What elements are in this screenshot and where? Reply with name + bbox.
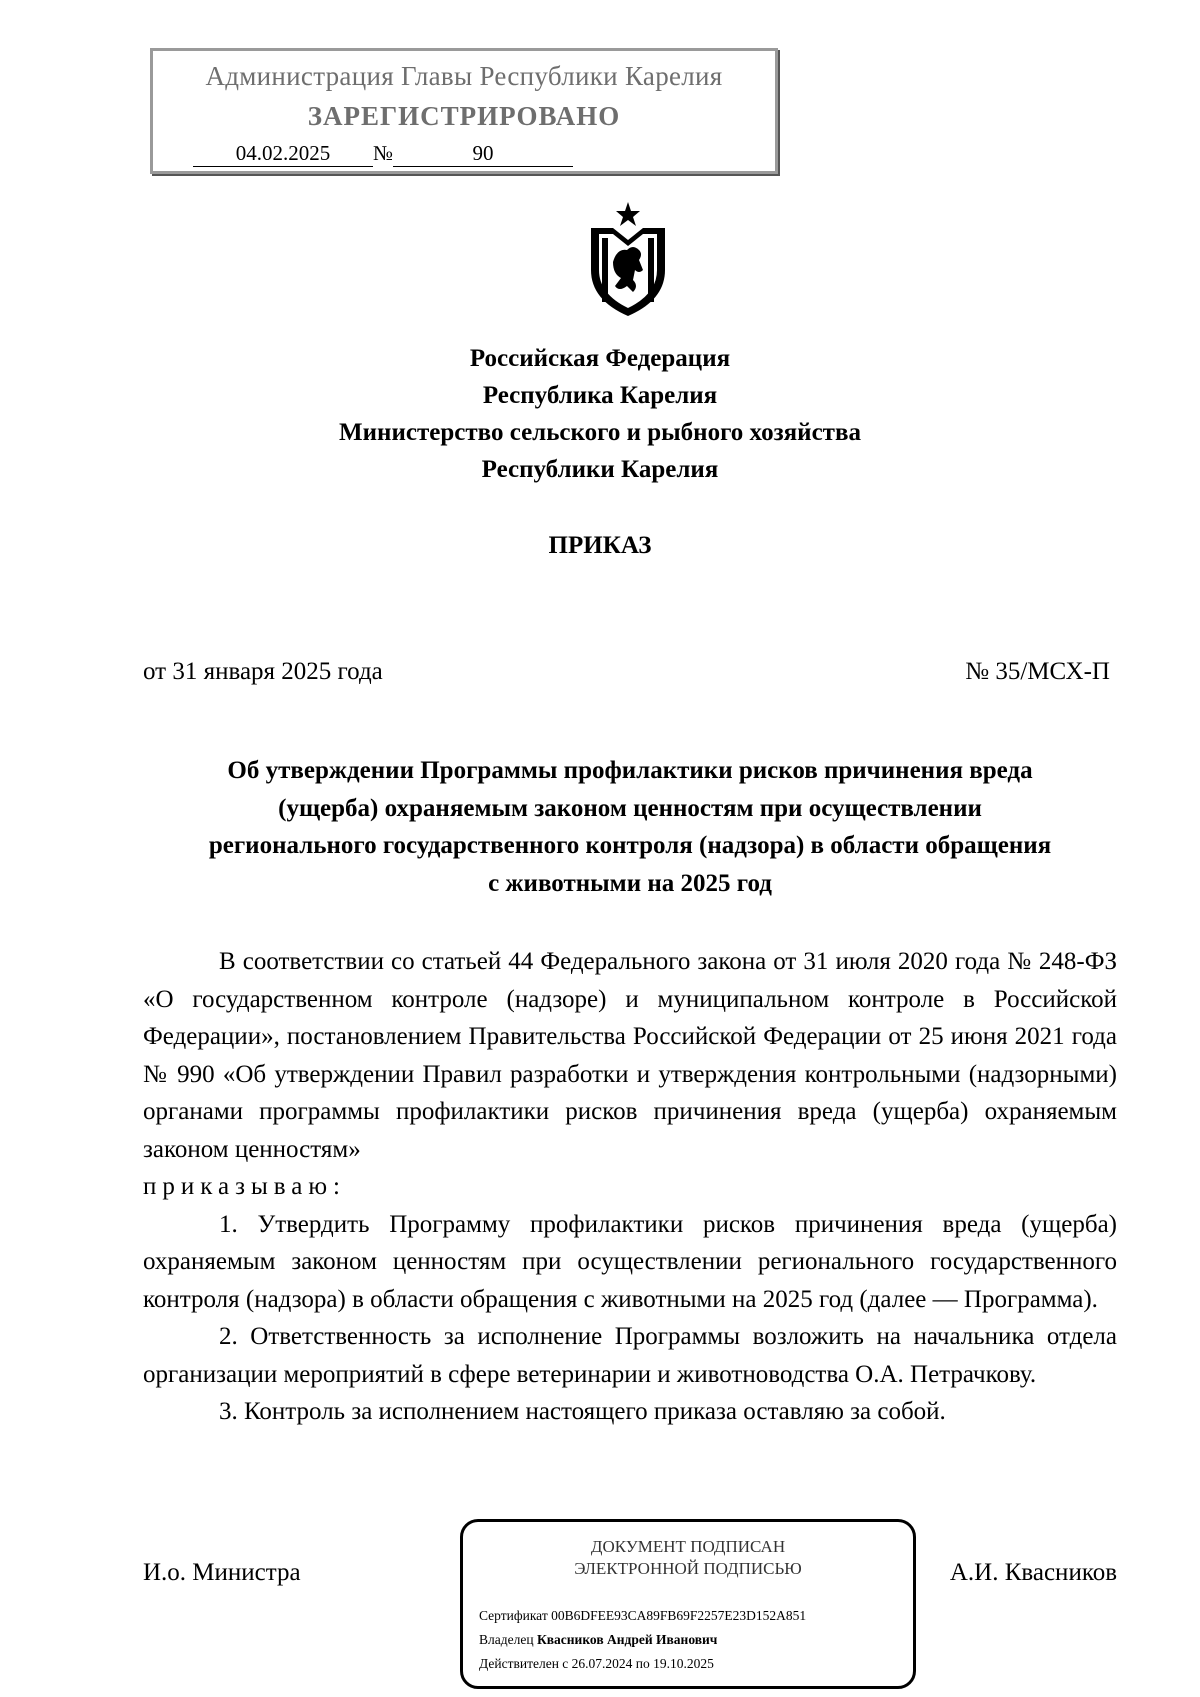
esig-certificate: 00B6DFEE93CA89FB69F2257E23D152A851 <box>551 1608 807 1623</box>
esig-valid-to: 19.10.2025 <box>653 1656 714 1671</box>
registration-number: 90 <box>393 141 573 167</box>
esig-certificate-row <box>479 1608 806 1624</box>
title-line-4: с животными на 2025 год <box>488 869 772 897</box>
title-line-2: (ущерба) охраняемым законом ценностям при осуществлении <box>278 794 982 822</box>
esig-valid-to-label: по <box>635 1656 650 1671</box>
registration-number-label: № <box>373 141 394 165</box>
document-date: от 31 января 2025 года <box>143 658 383 685</box>
document-number: № 35/МСХ-П <box>965 658 1110 685</box>
esig-title <box>463 1536 913 1580</box>
document-title <box>145 752 1115 902</box>
preamble-paragraph: В соответствии со статьей 44 Федерального закона от 31 июля 2020 года № 248-ФЗ «О государственном контроле (надзоре) и муниципальном контроле в Российской Федерации», постановлением Правительства Российской Федерации от 25 июня 2021 года № 990 «Об утверждении Правил разработки и утверждения контрольными (надзорными) органами программы профилактики рисков причинения вреда (ущерба) охраняемым законом ценностям» <box>143 948 1117 1163</box>
esig-certificate-label: Сертификат <box>479 1608 548 1623</box>
esig-owner-label: Владелец <box>479 1632 534 1647</box>
registration-organization: Администрация Главы Республики Карелия <box>205 61 723 91</box>
item-1-paragraph: 1. Утвердить Программу профилактики рисков причинения вреда (ущерба) охраняемым законом ценностям при осуществлении регионального государственного контроля (надзора) в области обращения с животными на 2025 год (далее — Программа). <box>143 1210 1117 1313</box>
header-line-republic: Республика Карелия <box>482 382 718 409</box>
header-block <box>200 340 1000 488</box>
esig-owner-row <box>479 1632 717 1648</box>
header-line-country: Российская Федерация <box>469 345 731 372</box>
esig-validity-row <box>479 1656 714 1672</box>
registration-date-number <box>193 141 573 167</box>
document-body <box>143 943 1117 1431</box>
registration-stamp <box>150 48 778 174</box>
header-line-ministry-republic: Республики Карелия <box>481 456 719 483</box>
item-2-paragraph: 2. Ответственность за исполнение Программы возложить на начальника отдела организации мероприятий в сфере ветеринарии и животноводства О.А. Петрачкову. <box>143 1323 1117 1388</box>
signatory-role: И.о. Министра <box>143 1559 301 1586</box>
registration-status: ЗАРЕГИСТРИРОВАНО <box>307 101 621 131</box>
esig-valid-from: 26.07.2024 <box>571 1656 633 1671</box>
header-line-ministry: Министерство сельского и рыбного хозяйства <box>339 419 861 446</box>
title-line-1: Об утверждении Программы профилактики рисков причинения вреда <box>227 757 1033 784</box>
signatory-name: А.И. Квасников <box>949 1559 1117 1586</box>
coat-of-arms-icon <box>583 200 673 318</box>
esig-title-line-1: ДОКУМЕНТ ПОДПИСАН <box>590 1537 786 1556</box>
esig-valid-label: Действителен с <box>479 1656 569 1671</box>
electronic-signature-stamp <box>460 1519 916 1689</box>
esig-owner: Квасников Андрей Иванович <box>536 1632 718 1647</box>
title-line-3: регионального государственного контроля (надзора) в области обращения <box>208 832 1052 859</box>
esig-title-line-2: ЭЛЕКТРОННОЙ ПОДПИСЬЮ <box>574 1559 802 1578</box>
registration-date: 04.02.2025 <box>193 141 373 167</box>
item-3-paragraph: 3. Контроль за исполнением настоящего приказа оставляю за собой. <box>219 1398 946 1425</box>
order-word: приказываю: <box>143 1173 346 1200</box>
document-type: ПРИКАЗ <box>548 532 652 559</box>
